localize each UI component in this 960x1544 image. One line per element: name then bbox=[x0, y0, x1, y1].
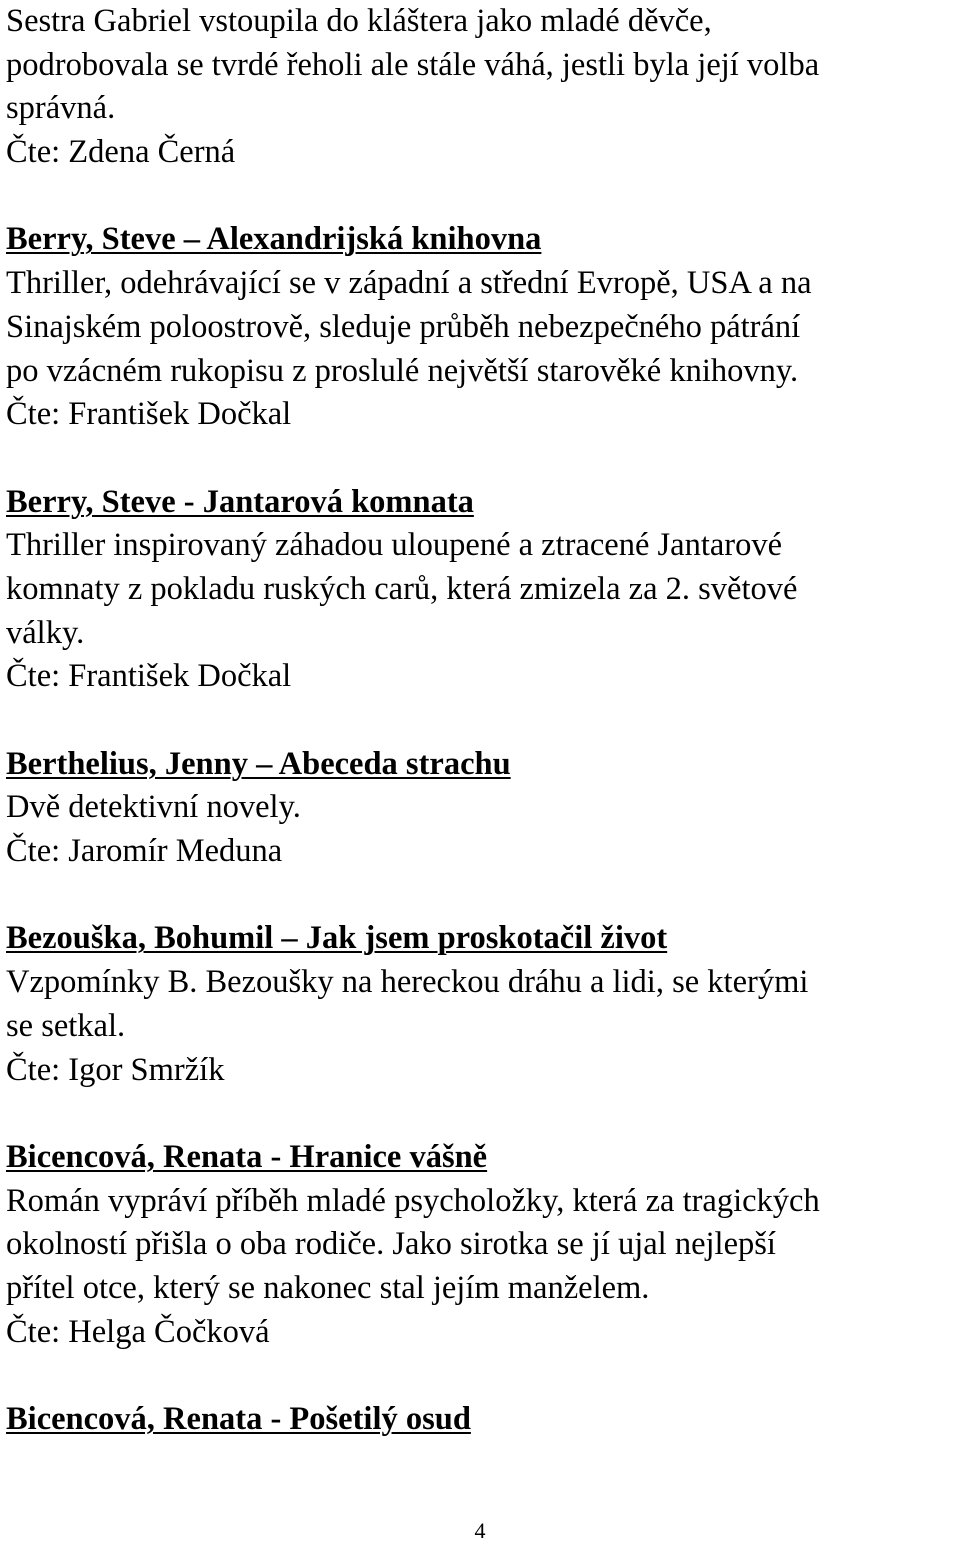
spacer bbox=[6, 1354, 956, 1398]
entry-title: Bicencová, Renata - Hranice vášně bbox=[6, 1138, 488, 1175]
spacer bbox=[6, 437, 956, 481]
reader-line: Čte: Helga Čočková bbox=[6, 1313, 270, 1350]
entry-title: Berry, Steve – Alexandrijská knihovna bbox=[6, 221, 542, 258]
description-line: Thriller, odehrávající se v západní a střední Evropě, USA a na bbox=[6, 265, 812, 302]
spacer bbox=[6, 874, 956, 918]
spacer bbox=[6, 1092, 956, 1136]
entry bbox=[6, 481, 956, 699]
description-line: správná. bbox=[6, 90, 116, 127]
entry-title: Berthelius, Jenny – Abeceda strachu bbox=[6, 745, 511, 782]
description-line: Sinajském poloostrově, sleduje průběh nebezpečného pátrání bbox=[6, 308, 801, 345]
page-number: 4 bbox=[474, 1518, 486, 1543]
description-line: přítel otce, který se nakonec stal jejím manželem. bbox=[6, 1269, 650, 1306]
entry bbox=[6, 218, 956, 436]
entry bbox=[6, 917, 956, 1092]
description-line: Dvě detektivní novely. bbox=[6, 789, 301, 826]
entry bbox=[6, 0, 956, 175]
entry bbox=[6, 1136, 956, 1354]
description-line: komnaty z pokladu ruských carů, která zmizela za 2. světové bbox=[6, 570, 798, 607]
reader-line: Čte: Igor Smržík bbox=[6, 1051, 225, 1088]
entry-title: Bezouška, Bohumil – Jak jsem proskotačil život bbox=[6, 920, 668, 957]
entry bbox=[6, 743, 956, 874]
entry bbox=[6, 1398, 956, 1442]
description-line: podrobovala se tvrdé řeholi ale stále váhá, jestli byla její volba bbox=[6, 46, 820, 83]
description-line: Sestra Gabriel vstoupila do kláštera jako mladé děvče, bbox=[6, 3, 712, 39]
entry-title: Berry, Steve - Jantarová komnata bbox=[6, 483, 474, 520]
description-line: války. bbox=[6, 614, 85, 651]
reader-line: Čte: Jaromír Meduna bbox=[6, 833, 283, 870]
description-line: po vzácném rukopisu z proslulé největší starověké knihovny. bbox=[6, 352, 799, 389]
spacer bbox=[6, 175, 956, 219]
reader-line: Čte: František Dočkal bbox=[6, 396, 292, 433]
reader-line: Čte: František Dočkal bbox=[6, 658, 292, 695]
description-line: okolností přišla o oba rodiče. Jako sirotka se jí ujal nejlepší bbox=[6, 1226, 776, 1263]
description-line: Thriller inspirovaný záhadou uloupené a ztracené Jantarové bbox=[6, 527, 783, 564]
entry-title: Bicencová, Renata - Pošetilý osud bbox=[6, 1401, 471, 1437]
description-line: se setkal. bbox=[6, 1007, 126, 1044]
document-page bbox=[6, 0, 956, 1442]
spacer bbox=[6, 699, 956, 743]
description-line: Román vypráví příběh mladé psycholožky, která za tragických bbox=[6, 1182, 820, 1219]
description-line: Vzpomínky B. Bezoušky na hereckou dráhu a lidi, se kterými bbox=[6, 964, 809, 1001]
reader-line: Čte: Zdena Černá bbox=[6, 134, 236, 171]
